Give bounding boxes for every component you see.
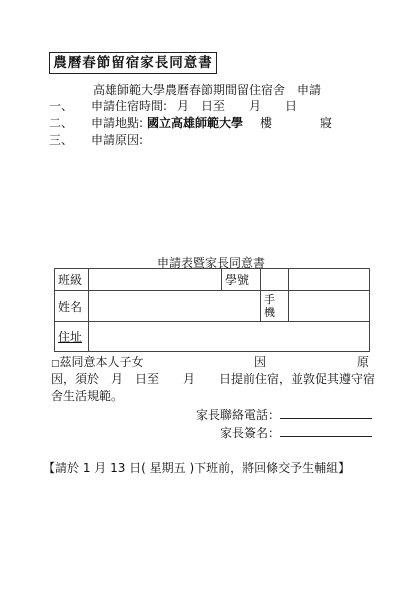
applicant-info-table — [54, 268, 370, 352]
address-label: 住址 — [55, 322, 89, 352]
item-3-label: 申請原因: — [91, 133, 144, 147]
mobile-label — [261, 291, 289, 322]
item-2-number: 二、 — [49, 116, 74, 130]
consent-checkbox[interactable]: □ — [51, 359, 60, 369]
student-id-field[interactable] — [289, 269, 370, 291]
item-2-room: 樓 寢 — [260, 116, 333, 130]
item-2-location: 國立高雄師範大學 — [147, 116, 244, 130]
section-title: 申請表暨家長同意書 — [157, 256, 266, 270]
item-2-label: 申請地點: — [91, 116, 144, 130]
consent-line-3: 舍生活規範。 — [51, 389, 124, 403]
consent-text-c: 原 — [357, 355, 370, 369]
consent-text-a: 茲同意本人子女 — [59, 355, 144, 369]
address-field[interactable] — [89, 322, 370, 352]
item-1-label: 申請住宿時間: — [91, 99, 168, 113]
mobile-field[interactable] — [289, 291, 370, 322]
parent-phone-field[interactable] — [280, 406, 372, 419]
subtitle: 高雄師範大學農曆春節期間留住宿舍 申請 — [93, 83, 322, 97]
form-title: 農曆春節留宿家長同意書 — [49, 52, 217, 74]
consent-text-b: 因 — [254, 355, 267, 369]
item-3-number: 三、 — [49, 133, 74, 147]
mobile-label-2: 機 — [264, 306, 275, 319]
parent-phone-row — [196, 406, 372, 423]
consent-line-1 — [51, 353, 144, 370]
student-id-field-a[interactable] — [261, 269, 289, 291]
student-id-label: 學號 — [222, 269, 261, 291]
mobile-label-1: 手 — [264, 293, 275, 306]
class-label: 班級 — [55, 269, 89, 291]
parent-signature-label: 家長簽名： — [220, 426, 281, 440]
parent-phone-label: 家長聯絡電話： — [196, 408, 281, 422]
name-label: 姓名 — [55, 291, 89, 322]
consent-line-2: 因，須於 月 日至 月 日提前住宿，並敦促其遵守宿 — [51, 372, 376, 386]
name-field[interactable] — [89, 291, 261, 322]
parent-signature-row — [220, 424, 372, 441]
item-1-value: 月 日至 月 日 — [177, 99, 298, 113]
item-1-number: 一、 — [49, 99, 74, 113]
submission-deadline-note: 【請於 1 月 13 日( 星期五 )下班前，將回條交予生輔組】 — [43, 461, 351, 475]
parent-signature-field[interactable] — [280, 424, 372, 437]
class-field[interactable] — [89, 269, 222, 291]
